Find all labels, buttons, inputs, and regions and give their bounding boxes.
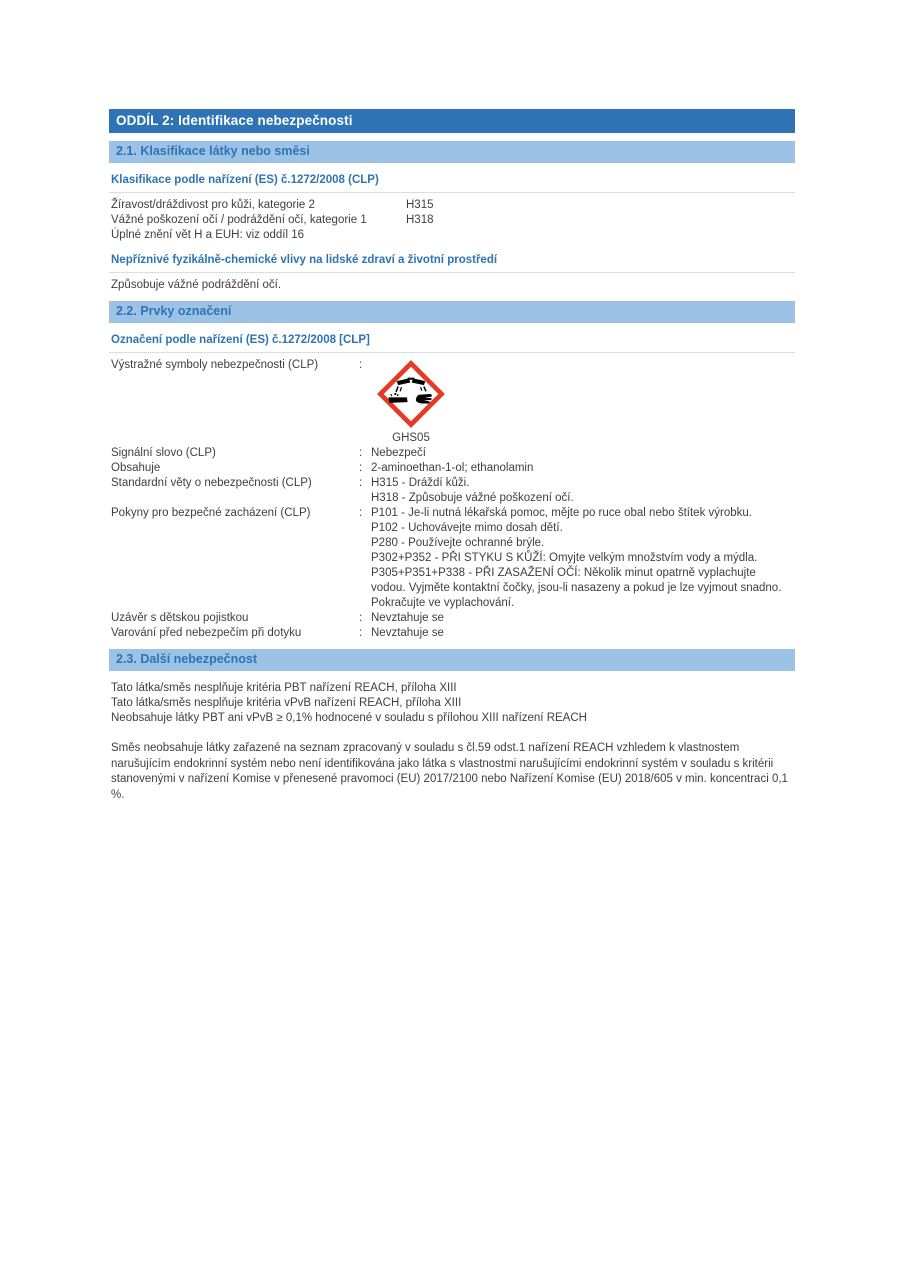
ghs05-corrosion-icon — [377, 360, 445, 428]
table-row — [111, 213, 793, 228]
adverse-effects-heading: Nepříznivé fyzikálně-chemické vlivy na lidské zdraví a životní prostředí — [109, 251, 795, 273]
pbt-line: Tato látka/směs nesplňuje kritéria PBT nařízení REACH, příloha XIII — [111, 682, 457, 694]
hazard-statements-value — [371, 476, 793, 506]
contains-row — [111, 461, 793, 476]
contains-value: 2-aminoethan-1-ol; ethanolamin — [371, 462, 534, 474]
precautionary-statement: P305+P351+P338 - PŘI ZASAŽENÍ OČÍ: Několik minut opatrně vyplachujte vodou. Vyjměte kontaktní čočky, jsou-li nasazeny a pokud je lze vyjmout snadno. Pokračujte ve vyplachování. — [371, 567, 782, 609]
pictogram-row — [111, 358, 793, 446]
separator-colon: : — [359, 627, 363, 639]
pictogram-label: Výstražné symboly nebezpečnosti (CLP) — [111, 359, 319, 371]
separator-colon: : — [359, 462, 363, 474]
endocrine-disruptor-paragraph: Směs neobsahuje látky zařazené na seznam zpracovaný v souladu s čl.59 odst.1 nařízení REACH vzhledem k vlastnostem narušujícím endokrinní systém nebo není identifikována jako látka s vlastnostmi narušujícími endokrinní systém v souladu s kritérii stanovenými v nařízení Komise v přenesené pravomoci (EU) 2017/2100 nebo Nařízení Komise (EU) 2018/605 v min. koncentraci 0,1 %. — [111, 742, 788, 801]
section-2-header: ODDÍL 2: Identifikace nebezpečnosti — [109, 109, 795, 133]
tactile-warning-label: Varování před nebezpečím při dotyku — [111, 627, 302, 639]
separator-colon: : — [359, 507, 363, 519]
precautionary-statement: P302+P352 - PŘI STYKU S KŮŽÍ: Omyjte velkým množstvím vody a mýdla. — [371, 552, 758, 564]
child-lock-label: Uzávěr s dětskou pojistkou — [111, 612, 249, 624]
child-lock-row — [111, 611, 793, 626]
precautionary-statements-label: Pokyny pro bezpečné zacházení (CLP) — [111, 507, 311, 519]
separator-colon: : — [359, 359, 363, 371]
separator-colon: : — [359, 612, 363, 624]
table-row — [111, 198, 793, 213]
hazard-statement: H318 - Způsobuje vážné poškození očí. — [371, 492, 574, 504]
signal-word-label: Signální slovo (CLP) — [111, 447, 216, 459]
pictogram-code-label: GHS05 — [392, 432, 430, 444]
sds-section-2-page — [109, 109, 795, 803]
classification-regulation-heading: Klasifikace podle nařízení (ES) č.1272/2008 (CLP) — [109, 171, 795, 193]
signal-word-value: Nebezpečí — [371, 447, 426, 459]
hazard-class-label: Žíravost/dráždivost pro kůži, kategorie 2 — [111, 199, 315, 211]
hazard-code: H315 — [406, 199, 434, 211]
subsection-2-2-header: 2.2. Prvky označení — [109, 301, 795, 323]
hazard-statement: H315 - Dráždí kůži. — [371, 477, 470, 489]
vpvb-line: Tato látka/směs nesplňuje kritéria vPvB nařízení REACH, příloha XIII — [111, 697, 462, 709]
hazard-statements-label: Standardní věty o nebezpečnosti (CLP) — [111, 477, 312, 489]
other-hazards-lines — [109, 681, 795, 726]
tactile-warning-row — [111, 626, 793, 641]
ghs05-pictogram — [377, 360, 445, 446]
precautionary-statements-row — [111, 506, 793, 611]
subsection-2-3-header: 2.3. Další nebezpečnost — [109, 649, 795, 671]
labeling-table — [109, 358, 795, 641]
separator-colon: : — [359, 477, 363, 489]
precautionary-statements-value — [371, 506, 793, 611]
hazard-code: H318 — [406, 214, 434, 226]
tactile-warning-value: Nevztahuje se — [371, 627, 444, 639]
adverse-effects-text: Způsobuje vážné podráždění očí. — [111, 279, 282, 291]
child-lock-value: Nevztahuje se — [371, 612, 444, 624]
classification-table — [109, 198, 795, 243]
signal-word-row — [111, 446, 793, 461]
hazard-class-label: Vážné poškození očí / podráždění očí, kategorie 1 — [111, 214, 367, 226]
precautionary-statement: P101 - Je-li nutná lékařská pomoc, mějte po ruce obal nebo štítek výrobku. — [371, 507, 752, 519]
pbt-vpvb-content-line: Neobsahuje látky PBT ani vPvB ≥ 0,1% hodnocené v souladu s přílohou XIII nařízení REACH — [111, 712, 587, 724]
precautionary-statement: P102 - Uchovávejte mimo dosah dětí. — [371, 522, 563, 534]
separator-colon: : — [359, 447, 363, 459]
contains-label: Obsahuje — [111, 462, 161, 474]
labeling-regulation-heading: Označení podle nařízení (ES) č.1272/2008 [CLP] — [109, 331, 795, 353]
pictogram-cell — [371, 358, 793, 446]
full-text-note: Úplné znění vět H a EUH: viz oddíl 16 — [111, 229, 305, 241]
precautionary-statement: P280 - Používejte ochranné brýle. — [371, 537, 545, 549]
subsection-2-1-header: 2.1. Klasifikace látky nebo směsi — [109, 141, 795, 163]
hazard-statements-row — [111, 476, 793, 506]
